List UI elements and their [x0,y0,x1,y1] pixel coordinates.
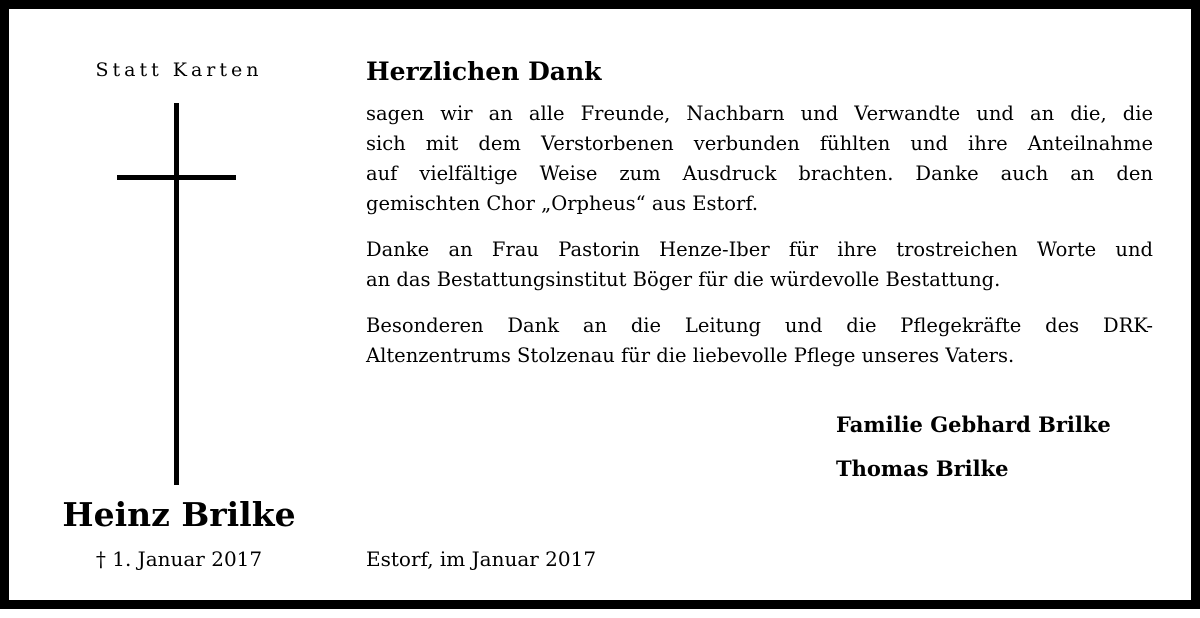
death-date: † 1. Januar 2017 [95,547,263,571]
paragraph-line: an das Bestattungsinstitut Böger für die würdevolle Bestattung. [366,268,1001,291]
thanks-paragraph-2 [366,235,1153,295]
notice-heading: Herzlichen Dank [366,57,602,86]
thanks-paragraph-1 [366,99,1153,219]
signature-family: Familie Gebhard Brilke [836,412,1111,437]
paragraph-line: gemischten Chor „Orpheus“ aus Estorf. [366,192,759,215]
paragraph-line: sagen wir an alle Freunde, Nachbarn und Verwandte und an die, die [366,102,1153,125]
paragraph-line: Altenzentrums Stolzenau für die liebevolle Pflege unseres Vaters. [366,344,1015,367]
cross-horizontal-bar [117,175,236,180]
signature-block [836,403,1111,491]
left-column [49,9,309,618]
deceased-name: Heinz Brilke [62,495,296,534]
cross-vertical-bar [174,103,179,485]
statt-karten-label: Statt Karten [95,59,263,81]
main-column [366,9,1153,618]
paragraph-line: auf vielfältige Weise zum Ausdruck brachten. Danke auch an den [366,162,1153,185]
paragraph-line: sich mit dem Verstorbenen verbunden fühlten und ihre Anteilnahme [366,132,1153,155]
thanks-paragraph-3 [366,311,1153,371]
place-date: Estorf, im Januar 2017 [366,547,597,571]
signature-thomas: Thomas Brilke [836,456,1009,481]
paragraph-line: Besonderen Dank an die Leitung und die Pflegekräfte des DRK- [366,314,1153,337]
paragraph-line: Danke an Frau Pastorin Henze-Iber für ihre trostreichen Worte und [366,238,1153,261]
